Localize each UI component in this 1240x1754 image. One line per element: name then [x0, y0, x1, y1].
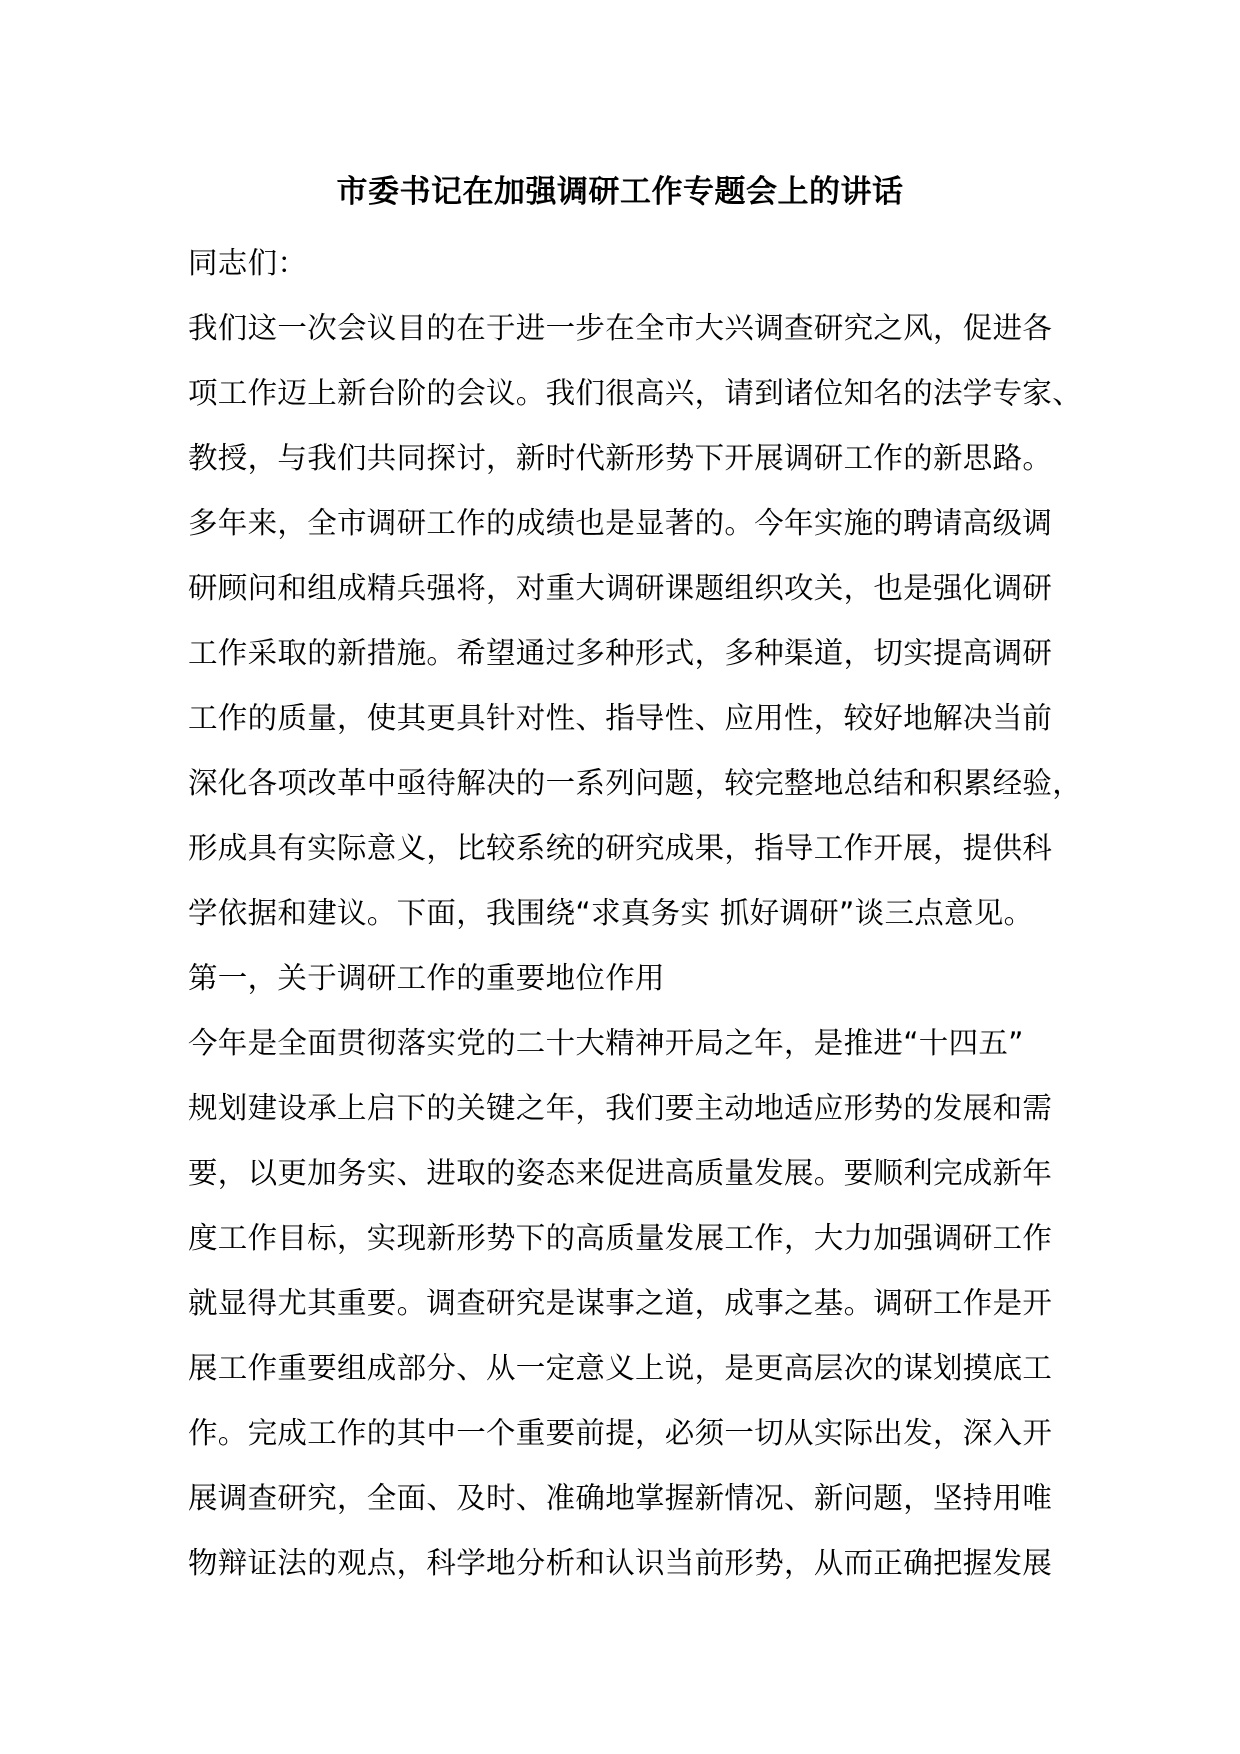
body-line: 工作采取的新措施。希望通过多种形式，多种渠道，切实提高调研 [188, 636, 1053, 670]
document-body [188, 241, 1088, 1606]
body-line: 要，以更加务实、进取的姿态来促进高质量发展。要顺利完成新年 [188, 1156, 1053, 1190]
body-line: 今年是全面贯彻落实党的二十大精神开局之年，是推进“十四五” [188, 1026, 1024, 1060]
body-line: 形成具有实际意义，比较系统的研究成果，指导工作开展，提供科 [188, 831, 1053, 865]
body-line: 我们这一次会议目的在于进一步在全市大兴调查研究之风，促进各 [188, 311, 1053, 345]
body-line: 项工作迈上新台阶的会议。我们很高兴，请到诸位知名的法学专家、 [188, 376, 1083, 410]
body-line: 工作的质量，使其更具针对性、指导性、应用性，较好地解决当前 [188, 701, 1053, 735]
body-line: 教授，与我们共同探讨，新时代新形势下开展调研工作的新思路。 [188, 441, 1053, 475]
body-line: 就显得尤其重要。调查研究是谋事之道，成事之基。调研工作是开 [188, 1286, 1053, 1320]
body-line: 作。完成工作的其中一个重要前提，必须一切从实际出发，深入开 [188, 1416, 1053, 1450]
body-line: 规划建设承上启下的关键之年，我们要主动地适应形势的发展和需 [188, 1091, 1053, 1125]
body-line: 展调查研究，全面、及时、准确地掌握新情况、新问题，坚持用唯 [188, 1481, 1053, 1515]
body-line: 多年来，全市调研工作的成绩也是显著的。今年实施的聘请高级调 [188, 506, 1053, 540]
body-line: 学依据和建议。下面，我围绕“求真务实 抓好调研”谈三点意见。 [188, 896, 1034, 930]
section-heading: 第一，关于调研工作的重要地位作用 [188, 961, 665, 995]
body-line: 同志们： [188, 246, 308, 280]
body-line: 展工作重要组成部分、从一定意义上说，是更高层次的谋划摸底工 [188, 1351, 1053, 1385]
body-line: 研顾问和组成精兵强将，对重大调研课题组织攻关，也是强化调研 [188, 571, 1053, 605]
body-line: 物辩证法的观点，科学地分析和认识当前形势，从而正确把握发展 [188, 1546, 1053, 1580]
document-title: 市委书记在加强调研工作专题会上的讲话 [336, 174, 904, 210]
body-line: 深化各项改革中亟待解决的一系列问题，较完整地总结和积累经验， [188, 766, 1083, 800]
body-line: 度工作目标，实现新形势下的高质量发展工作，大力加强调研工作 [188, 1221, 1053, 1255]
